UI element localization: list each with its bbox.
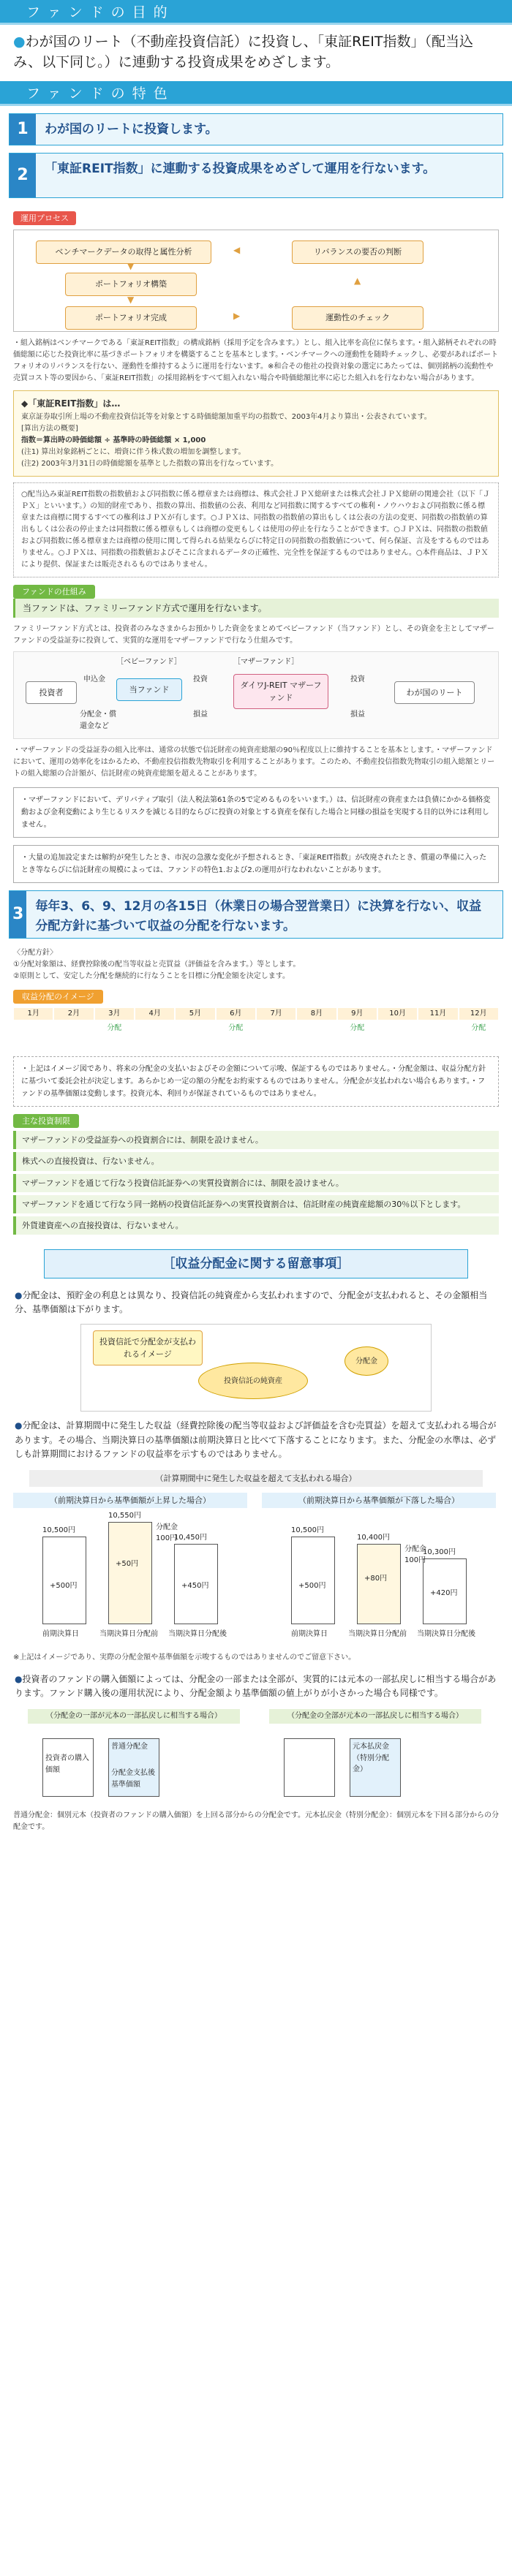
section-features-heading: ファンドの特色 [0,81,512,106]
index-formula: 指数＝算出時の時価総額 ÷ 基準時の時価総額 × 1,000 [21,436,206,444]
feature-1 [9,113,503,145]
bottom-right-head: （分配金の全部が元本の一部払戻しに相当する場合） [269,1709,481,1724]
bottom-right-p2: 元本払戻金（特別分配金） [353,1743,389,1774]
process-notes: ・組入銘柄はベンチマークである「東証REIT指数」の構成銘柄（採用予定を含みます。）とし、組入比率を高位に保ちます。・組入銘柄それぞれの時価総額に応じた投資比率に基づきポートフォリオを構築することを基本とします。・ベンチマークへの運動性を随時チェックし、必要があればポートフォリオのリバランスを行ない、運動性を維持するように運用を行ないます。※和合その他社の投資対象の選定にあたっては、個別銘柄の流動性や売買コスト等の要因から、「東証REIT指数」の採用銘柄をすべて組入れない場合や時価総額比率に応じた組入れを行なわない場合があります。 [13,339,498,383]
caution-2 [0,1416,512,1464]
mechanism-heading: 当ファンドは、ファミリーファンド方式で運用を行ないます。 [13,599,499,618]
arrow-label: 損益 [193,711,208,719]
arrow-label: 損益 [350,711,365,719]
limits-tag: 主な投資制限 [13,1114,79,1128]
market-note: ・大量の追加設定または解約が発生したとき、市況の急激な変化が予想されるとき、「東証REIT指数」が改廃されたとき、償還の準備に入ったとき等ならびに信託財産の規模によっては、ファンドの特色1.および2.の運用が行なわれないことがあります。 [13,845,499,883]
month-label: 7月 [257,1008,295,1020]
limit-item: マザーファンドの受益証券への投資割合には、制限を設けません。 [13,1131,499,1149]
diagram-baby-label: ［ベビーファンド］ [116,658,181,667]
index-box-title: ◆「東証REIT指数」は… [21,398,121,409]
caution-3 [0,1670,512,1703]
arrow-icon: ▼ [127,295,135,306]
month-cell [418,1008,458,1034]
feature-3-text: 毎年3、6、9、12月の各15日（休業日の場合翌営業日）に決算を行ない、収益分配方針に基づいて収益の分配を行ないます。 [35,899,482,933]
left-prev-value: 10,500円 [42,1526,75,1534]
caution-image-dist: 分配金 [345,1346,388,1376]
diagram-target: わが国のリート [394,681,475,704]
case-right-head: （前期決算日から基準価額が下落した場合） [262,1493,496,1508]
bottom-diagrams [13,1709,499,1804]
index-box [13,390,499,476]
caution-foot: ※上記はイメージであり、実際の分配金額や基準価額を示唆するものではありませんのでご留意下さい。 [13,1653,356,1662]
feature-2 [9,153,503,198]
index-disclaimer: ○配当込み東証REIT指数の指数値および同指数に係る標章または商標は、株式会社ＪＰＸ総研または株式会社ＪＰＸ総研の関連会社（以下「ＪＰＸ」といいます。）の知的財産であり、指数の算出、指数値の公表、利用など同指数に関するすべての権利・ノウハウおよび同指数に係る標章または商標に関するすべての権利はＪＰＸが有します。○ＪＰＸは、同指数の指数値の算出もしくは公表の方法の変更、同指数の指数値の算出もしくは公表の停止または同指数に係る標章もしくは商標の変更もしくは使用の停止を行なうことができます。○ＪＰＸは、同指数の指数値および同指数に係る標章または商標の使用に関して得られる結果ならびに特定日の同指数の指数値について、何ら保証、言及をするものではありません。○ＪＰＸは、同指数の指数値およびそこに含まれるデータの正確性、完全性を保証するものではありません。○本件商品は、ＪＰＸにより提供、保証または販売されるものではありません。 [13,482,499,577]
month-label: 3月 [95,1008,134,1020]
month-cell [377,1008,418,1034]
month-row [13,1008,499,1034]
process-flow [13,230,499,332]
bottom-foot: 普通分配金：個別元本（投資者のファンドの購入価額）を上回る部分からの分配金です。元本払戻金（特別分配金）：個別元本を下回る部分からの分配金です。 [13,1811,499,1832]
dist-policy-head: 〈分配方針〉 [13,949,57,958]
month-label: 12月 [459,1008,498,1020]
arrow-label: 投資 [350,675,365,684]
limit-item: マザーファンドを通じて行なう同一銘柄の投資信託証券への実質投資割合は、信託財産の純資産総額の30％以下とします。 [13,1195,499,1213]
section-purpose-heading: ファンドの目的 [0,0,512,25]
arrow-icon: ◀ [233,245,241,256]
arrow-label: 投資 [193,675,208,684]
dist-calendar [13,1008,499,1049]
left-label-3: 当期決算日分配後 [168,1629,227,1638]
limit-item: 外貨建資産への直接投資は、行ないません。 [13,1216,499,1235]
month-label: 4月 [135,1008,174,1020]
dist-policy-1: ①分配対象額は、経費控除後の配当等収益と売買益（評価益を含みます。）等とします。 [13,961,301,969]
month-cell [135,1008,175,1034]
month-cell [459,1008,499,1034]
right-dist: 分配金 100円 [404,1545,426,1565]
arrow-label: 分配金・償還金など [80,711,116,730]
dist-marker: 分配 [107,1023,122,1032]
derivative-note: ・マザーファンドにおいて、デリバティブ取引（法人税法第61条の5で定めるものをいいます。）は、信託財産の資産または負債にかかる価格変動および金利変動により生じるリスクを減じる目的ならびに投資の対象とする資産を保有した場合と同様の損益を実現する目的以外には利用しません。 [13,787,499,838]
right-after-value: 10,300円 [423,1548,456,1556]
process-step-3: ポートフォリオ完成 [65,306,197,329]
arrow-icon: ▼ [127,261,135,272]
caution-title: ［収益分配金に関する留意事項］ [44,1249,468,1278]
index-note-1: (注1) 算出対象銘柄ごとに、増資に伴う株式数の増加を調整します。 [21,447,246,456]
process-tag: 運用プロセス [13,211,76,225]
month-cell [53,1008,94,1034]
right-plus-3: +420円 [430,1588,458,1597]
index-note-2: (注2) 2003年3月31日の時価総額を基準とした指数の算出を行なっています。 [21,459,279,468]
left-peak-value: 10,550円 [108,1511,141,1520]
feature-number: 1 [10,114,36,145]
bullet-icon: ● [13,34,26,50]
month-cell [13,1008,53,1034]
case-charts [13,1493,499,1646]
mechanism-tag: ファンドの仕組み [13,585,95,599]
bottom-left-invest-label: 投資者の購入価額 [45,1754,89,1774]
diagram-mother-label: ［マザーファンド］ [233,658,299,667]
caution-3-text: 投資者のファンドの購入価額によっては、分配金の一部または全部が、実質的には元本の一部払戻しに相当する場合があります。ファンド購入後の運用状況により、分配金額より基準価額の値上がりが小さかった場合も同様です。 [15,1673,497,1699]
process-step-2: ポートフォリオ構築 [65,273,197,295]
month-label: 5月 [176,1008,214,1020]
dist-marker: 分配 [228,1023,244,1032]
diagram-investor: 投資者 [26,681,77,704]
left-label-1: 前期決算日 [42,1629,79,1638]
arrow-icon: ▲ [354,276,361,287]
feature-1-text: わが国のリートに投資します。 [45,122,218,137]
month-label: 9月 [338,1008,377,1020]
left-bar-before [108,1522,152,1624]
month-label: 10月 [378,1008,417,1020]
mechanism-body: ファミリーファンド方式とは、投資者のみなさまからお預かりした資金をまとめてベビーファンド（当ファンド）とし、その資金を主としてマザーファンドの受益証券に投資して、実質的な運用をマザーファンドで行なう仕組みです。 [13,625,494,645]
month-label: 6月 [217,1008,255,1020]
left-plus-2: +50円 [116,1559,139,1568]
right-prev-value: 10,500円 [291,1526,324,1534]
index-calc-label: [算出方法の概要] [21,424,78,433]
case-title: （計算期間中に発生した収益を超えて支払われる場合） [29,1470,483,1487]
right-plus-1: +500円 [298,1581,326,1590]
caution-1-text: 分配金は、預貯金の利息とは異なり、投資信託の純資産から支払われますので、分配金が支払われると、その金額相当分、基準価額は下がります。 [15,1289,488,1315]
left-after-value: 10,450円 [174,1533,207,1542]
bottom-left-head: （分配金の一部が元本の一部払戻しに相当する場合） [28,1709,240,1724]
diagram-mother-fund: ダイワJ-REIT マザーファンド [233,674,328,709]
month-label: 8月 [297,1008,336,1020]
bullet-icon: ● [15,1289,23,1300]
month-cell [337,1008,377,1034]
month-label: 11月 [418,1008,457,1020]
process-step-1: ベンチマークデータの取得と属性分析 [36,240,211,263]
dist-notes: ・上記はイメージ図であり、将来の分配金の支払いおよびその金額について示唆、保証するものではありません。・分配金額は、収益分配方針に基づいて委託会社が決定します。あらかじめ一定の額の分配をお約束するものではありません。分配金が支払われない場合もあります。・ファンドの基準価額は変動します。投資元本、利回りが保証されているものではありません。 [13,1056,499,1107]
caution-2-text: 分配金は、計算期間中に発生した収益（経費控除後の配当等収益および評価益を含む売買益）を超えて支払われる場合があります。その場合、当期決算日の基準価額は前期決算日と比べて下落することになります。また、分配金の水準は、必ずしも計算期間におけるファンドの収益率を示すものではありません。 [15,1420,497,1459]
mother-notes: ・マザーファンドの受益証券の組入比率は、通常の状態で信託財産の純資産総額の90％程度以上に維持することを基本とします。・マザーファンドにおいて、運用の効率化をはかるため、不動産投信指数先物取引を利用することがあります。このため、不動産投信指数先物取引の組入総額とリートの組入総額の合計額が、信託財産の純資産総額を超えることがあります。 [13,746,495,779]
month-cell [256,1008,296,1034]
month-label: 1月 [14,1008,53,1020]
right-label-3: 当期決算日分配後 [417,1629,475,1638]
right-label-1: 前期決算日 [291,1629,328,1638]
fund-objective [0,25,512,81]
caution-1 [0,1286,512,1319]
right-plus-2: +80円 [364,1574,388,1583]
dist-image-title: 収益分配のイメージ [13,990,103,1004]
feature-3 [9,890,503,939]
bottom-left-p1: 普通分配金 [111,1743,148,1751]
case-left-head: （前期決算日から基準価額が上昇した場合） [13,1493,247,1508]
limits-list [0,1131,512,1234]
left-label-2: 当期決算日分配前 [99,1629,158,1638]
month-cell [296,1008,336,1034]
left-plus-1: +500円 [50,1581,78,1590]
dist-policy-2: ②原則として、安定した分配を継続的に行なうことを目標に分配金額を決定します。 [13,972,290,981]
left-dist: 分配金 100円 [156,1523,178,1543]
limit-item: 株式への直接投資は、行ないません。 [13,1152,499,1170]
mechanism-diagram [13,651,499,739]
process-step-5: 運動性のチェック [292,306,423,329]
month-label: 2月 [54,1008,93,1020]
limit-item: マザーファンドを通じて行なう投資信託証券への実質投資割合には、制限を設けません。 [13,1174,499,1192]
feature-number: 2 [10,154,36,197]
dist-marker: 分配 [350,1023,365,1032]
right-label-2: 当期決算日分配前 [348,1629,407,1638]
bullet-icon: ● [15,1420,23,1431]
right-peak-value: 10,400円 [357,1533,390,1542]
bullet-icon: ● [15,1673,23,1684]
dist-marker: 分配 [471,1023,486,1032]
arrow-icon: ▶ [233,311,241,322]
bottom-right-invest [284,1738,335,1797]
month-cell [94,1008,135,1034]
feature-2-text: 「東証REIT指数」に連動する投資成果をめざして運用を行ないます。 [45,162,436,177]
feature-number: 3 [10,891,26,938]
month-cell [216,1008,256,1034]
caution-image-pot: 投資信託の純資産 [198,1363,308,1399]
caution-image-title: 投資信託で分配金が支払われるイメージ [93,1330,203,1365]
arrow-label: 申込金 [83,675,105,684]
diagram-baby-fund: 当ファンド [116,678,182,701]
objective-text: わが国のリート（不動産投資信託）に投資し、「東証REIT指数」（配当込み、以下同じ。）に連動する投資成果をめざします。 [13,34,474,70]
caution-image [80,1324,432,1412]
index-box-body: 東京証券取引所上場の不動産投資信託等を対象とする時価総額加重平均の指数で、2003年4月より算出・公表されています。 [21,412,432,421]
process-step-4: リバランスの要否の判断 [292,240,423,263]
bottom-left-na-label: 分配金支払後基準価額 [111,1769,155,1789]
month-cell [175,1008,215,1034]
left-plus-3: +450円 [181,1581,209,1590]
